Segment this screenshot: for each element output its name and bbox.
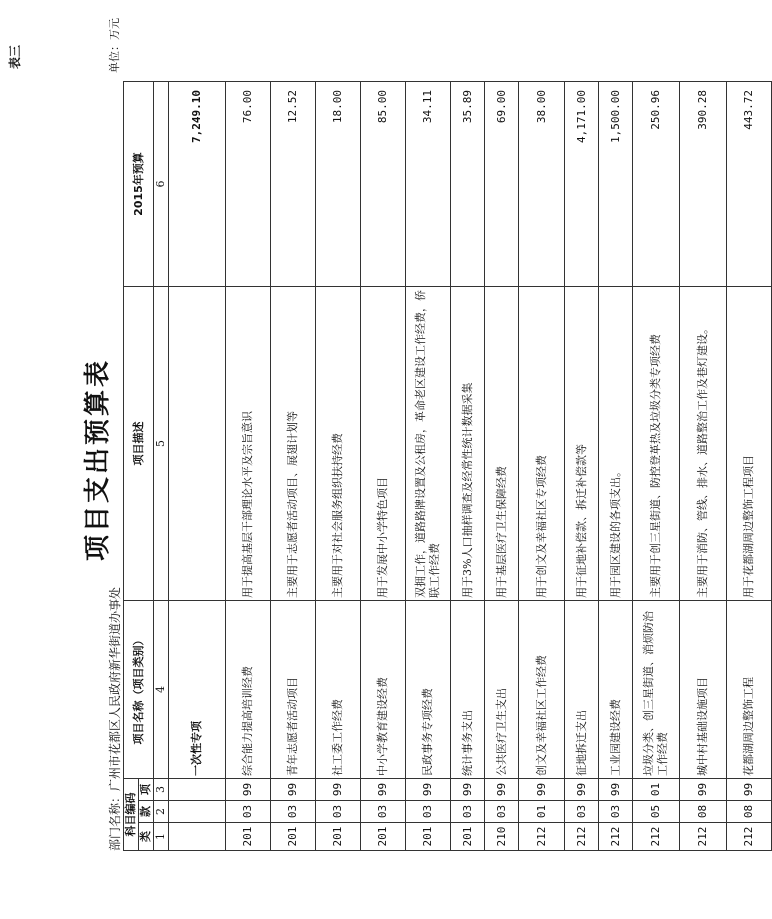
row-class-code: 201 <box>226 823 271 851</box>
summary-name: 一次性专项 <box>169 601 226 779</box>
row-budget: 69.00 <box>485 82 519 287</box>
budget-header: 2015年预算 <box>124 82 154 287</box>
row-class-code: 212 <box>565 823 599 851</box>
row-item-code: 99 <box>226 779 271 801</box>
summary-row <box>169 82 226 851</box>
row-project-name: 综合能力提高培训经费 <box>226 601 271 779</box>
row-section-code: 03 <box>271 801 316 823</box>
row-class-code: 201 <box>406 823 451 851</box>
col-index-6: 6 <box>154 82 169 287</box>
row-project-desc: 主要用于创三星街道、防控登革热及垃圾分类专项经费 <box>633 287 680 601</box>
project-name-header: 项目名称（项目类别） <box>124 601 154 779</box>
row-section-code: 05 <box>633 801 680 823</box>
row-section-code: 03 <box>361 801 406 823</box>
table-row <box>406 82 451 851</box>
row-project-desc: 用于基层医疗卫生保障经费 <box>485 287 519 601</box>
row-section-code: 03 <box>485 801 519 823</box>
row-budget: 38.00 <box>519 82 565 287</box>
row-project-desc: 用于征地补偿款、拆迁补偿款等 <box>565 287 599 601</box>
section-header: 款 <box>139 801 154 823</box>
row-section-code: 03 <box>316 801 361 823</box>
col-index-3: 3 <box>154 779 169 801</box>
row-item-code: 99 <box>485 779 519 801</box>
row-budget: 85.00 <box>361 82 406 287</box>
col-index-1: 1 <box>154 823 169 851</box>
row-project-desc: 双拥工作，道路路牌设置及公租房，革命老区建设工作经费，侨联工作经费 <box>406 287 451 601</box>
row-item-code: 99 <box>519 779 565 801</box>
row-budget: 1,500.00 <box>599 82 633 287</box>
row-section-code: 01 <box>519 801 565 823</box>
row-item-code: 99 <box>451 779 485 801</box>
row-project-desc: 主要用于志愿者活动项目、展翅计划等 <box>271 287 316 601</box>
row-item-code: 99 <box>727 779 772 801</box>
row-class-code: 212 <box>680 823 727 851</box>
row-project-desc: 主要用于对社会服务组织扶持经费 <box>316 287 361 601</box>
row-project-name: 工业园建设经费 <box>599 601 633 779</box>
row-project-name: 公共医疗卫生支出 <box>485 601 519 779</box>
table-row <box>519 82 565 851</box>
row-class-code: 212 <box>727 823 772 851</box>
row-project-name: 中小学教育建设经费 <box>361 601 406 779</box>
row-project-desc: 用于园区建设的各项支出。 <box>599 287 633 601</box>
row-class-code: 201 <box>451 823 485 851</box>
row-budget: 443.72 <box>727 82 772 287</box>
row-class-code: 212 <box>599 823 633 851</box>
row-project-desc: 用于3%人口抽样调查及经常性统计数据采集 <box>451 287 485 601</box>
row-project-desc: 用于创文及幸福社区专项经费 <box>519 287 565 601</box>
row-project-name: 城中村基础设施项目 <box>680 601 727 779</box>
row-project-name: 创文及幸福社区工作经费 <box>519 601 565 779</box>
unit-label: 单位：万元 <box>108 18 121 73</box>
row-budget: 35.89 <box>451 82 485 287</box>
row-class-code: 201 <box>361 823 406 851</box>
table-row <box>451 82 485 851</box>
table-row <box>680 82 727 851</box>
column-index-row <box>154 82 169 851</box>
row-project-name: 征地拆迁支出 <box>565 601 599 779</box>
table-row <box>633 82 680 851</box>
row-item-code: 01 <box>633 779 680 801</box>
row-section-code: 08 <box>727 801 772 823</box>
row-budget: 76.00 <box>226 82 271 287</box>
row-project-name: 花都湖周边整饰工程 <box>727 601 772 779</box>
row-class-code: 212 <box>519 823 565 851</box>
row-budget: 390.28 <box>680 82 727 287</box>
row-project-name: 统计事务支出 <box>451 601 485 779</box>
row-class-code: 201 <box>271 823 316 851</box>
row-project-desc: 用于花都湖周边整饰工程项目 <box>727 287 772 601</box>
row-item-code: 99 <box>680 779 727 801</box>
table-row <box>565 82 599 851</box>
table-row <box>316 82 361 851</box>
row-item-code: 99 <box>271 779 316 801</box>
class-header: 类 <box>139 823 154 851</box>
summary-budget: 7,249.10 <box>169 82 226 287</box>
table-row <box>599 82 633 851</box>
col-index-5: 5 <box>154 287 169 601</box>
row-section-code: 03 <box>406 801 451 823</box>
row-budget: 250.96 <box>633 82 680 287</box>
row-section-code: 03 <box>226 801 271 823</box>
table-row <box>727 82 772 851</box>
table-row <box>485 82 519 851</box>
col-index-4: 4 <box>154 601 169 779</box>
row-item-code: 99 <box>361 779 406 801</box>
row-budget: 12.52 <box>271 82 316 287</box>
table-row <box>361 82 406 851</box>
row-item-code: 99 <box>316 779 361 801</box>
row-project-name: 垃圾分类、创三星街道、消烦防治工作经费 <box>633 601 680 779</box>
row-project-desc: 用于发展中小学特色项目 <box>361 287 406 601</box>
table-row <box>271 82 316 851</box>
row-budget: 34.11 <box>406 82 451 287</box>
header-row-1 <box>124 82 139 851</box>
subject-code-header: 科目编码 <box>124 779 139 851</box>
row-item-code: 99 <box>406 779 451 801</box>
row-item-code: 99 <box>599 779 633 801</box>
row-budget: 18.00 <box>316 82 361 287</box>
col-index-2: 2 <box>154 801 169 823</box>
row-project-name: 青年志愿者活动项目 <box>271 601 316 779</box>
row-item-code: 99 <box>565 779 599 801</box>
sheet-tag: 表三 <box>8 44 22 69</box>
row-section-code: 03 <box>599 801 633 823</box>
project-desc-header: 项目描述 <box>124 287 154 601</box>
row-project-desc: 主要用于消防、管线、排水、道路整治工作及巷灯建设。 <box>680 287 727 601</box>
row-budget: 4,171.00 <box>565 82 599 287</box>
row-project-name: 社工委工作经费 <box>316 601 361 779</box>
row-project-name: 民政事务专项经费 <box>406 601 451 779</box>
row-class-code: 212 <box>633 823 680 851</box>
budget-table <box>123 81 772 851</box>
row-section-code: 03 <box>565 801 599 823</box>
item-header: 项 <box>139 779 154 801</box>
row-class-code: 210 <box>485 823 519 851</box>
row-section-code: 03 <box>451 801 485 823</box>
page-title: 项目支出预算表 <box>83 358 113 562</box>
row-class-code: 201 <box>316 823 361 851</box>
table-row <box>226 82 271 851</box>
department-label: 部门名称：广州市花都区人民政府新华街道办事处 <box>108 586 122 851</box>
row-section-code: 08 <box>680 801 727 823</box>
row-project-desc: 用于提高基层干部理论水平及宗旨意识 <box>226 287 271 601</box>
